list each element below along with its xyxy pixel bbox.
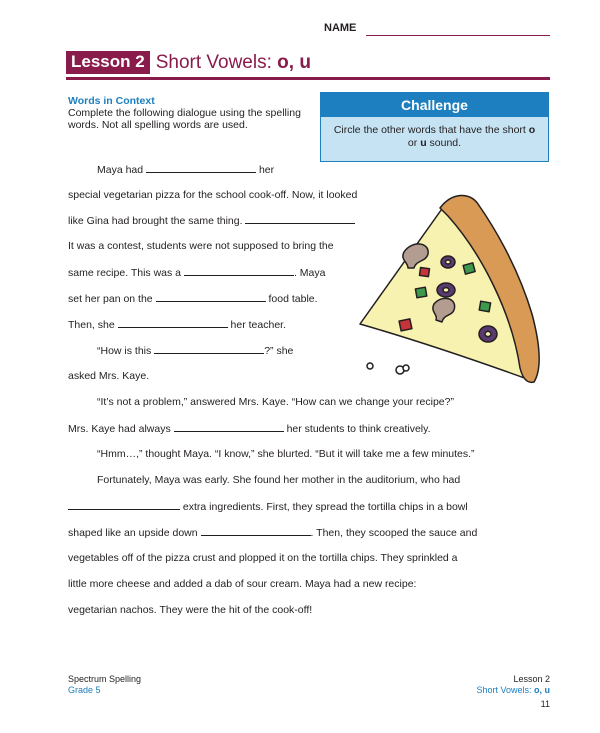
footer-grade: Grade 5 [68, 685, 101, 695]
story-text: shaped like an upside down [68, 527, 198, 539]
story-line-16: vegetables off of the pizza crust and plopped it on the tortilla chips. They sprinkled a [68, 552, 458, 564]
story-line-4: It was a contest, students were not supposed to bring the [68, 240, 334, 252]
story-text: “How is this [97, 345, 152, 357]
challenge-letter-o: o [528, 124, 536, 136]
story-line-5 [68, 266, 325, 280]
answer-blank[interactable] [156, 292, 266, 302]
green-pepper-icon [415, 287, 426, 298]
story-line-15 [68, 526, 477, 540]
story-line-9: asked Mrs. Kaye. [68, 370, 150, 382]
story-line-7 [68, 318, 286, 332]
story-text: ?” she [264, 345, 294, 357]
challenge-text-part2: sound. [426, 137, 462, 149]
lesson-badge: Lesson 2 [66, 51, 150, 74]
story-text: . Maya [293, 267, 326, 279]
story-line-11 [68, 422, 431, 436]
name-line [366, 35, 550, 36]
challenge-text-or: or [407, 137, 421, 149]
story-line-17: little more cheese and added a dab of sour cream. Maya had a new recipe: [68, 578, 417, 590]
red-pepper-icon [399, 319, 412, 331]
challenge-letter-u: u [420, 137, 427, 149]
green-pepper-icon [463, 263, 475, 274]
crumb-icon [403, 365, 409, 371]
footer-lesson-title-prefix: Short Vowels: [476, 685, 534, 695]
story-line-13: Fortunately, Maya was early. She found her mother in the auditorium, who had [97, 474, 461, 486]
page-number: 11 [540, 699, 550, 709]
story-text: her [258, 164, 275, 176]
story-text: food table. [268, 293, 318, 305]
story-text: like Gina had brought the same thing. [68, 215, 243, 227]
crumb-icon [367, 363, 373, 369]
story-line-8 [97, 344, 293, 358]
footer-lesson-title [400, 685, 550, 696]
answer-blank[interactable] [146, 163, 256, 173]
answer-blank[interactable] [68, 500, 180, 510]
challenge-box [320, 92, 549, 162]
story-line-2: special vegetarian pizza for the school cook-off. Now, it looked [68, 189, 358, 201]
green-pepper-icon [479, 301, 490, 312]
story-line-6 [68, 292, 318, 306]
story-text: extra ingredients. First, they spread the tortilla chips in a bowl [182, 501, 468, 513]
story-line-18: vegetarian nachos. They were the hit of the cook-off! [68, 604, 313, 616]
red-pepper-icon [419, 267, 429, 276]
footer-lesson: Lesson 2 [513, 674, 550, 684]
footer-right [400, 674, 550, 696]
story-text: Maya had [97, 164, 144, 176]
story-line-14 [68, 500, 468, 514]
pizza-slice-illustration [352, 184, 562, 384]
name-label: NAME [324, 22, 357, 34]
lesson-title-prefix: Short Vowels: [155, 51, 278, 73]
story-text: Mrs. Kaye had always [68, 423, 171, 435]
story-line-1 [97, 163, 274, 177]
words-in-context-instructions: Complete the following dialogue using the spelling words. Not all spelling words are used. [68, 107, 301, 131]
story-line-3 [68, 214, 355, 228]
story-line-10: “It’s not a problem,” answered Mrs. Kaye. “How can we change your recipe?” [97, 396, 454, 408]
footer-left [68, 674, 141, 696]
challenge-text [321, 117, 548, 150]
footer-lesson-title-vowels: o, u [534, 685, 550, 695]
answer-blank[interactable] [154, 344, 264, 354]
header-rule [66, 77, 550, 80]
lesson-header [66, 51, 311, 74]
answer-blank[interactable] [245, 214, 355, 224]
answer-blank[interactable] [184, 266, 294, 276]
lesson-title [156, 52, 311, 74]
footer-publisher: Spectrum Spelling [68, 674, 142, 684]
answer-blank[interactable] [201, 526, 311, 536]
story-text: her teacher. [230, 319, 286, 331]
challenge-text-part1: Circle the other words that have the short [333, 124, 529, 136]
words-in-context-title: Words in Context [68, 95, 155, 107]
lesson-title-vowels: o, u [277, 51, 311, 73]
story-text: her students to think creatively. [286, 423, 431, 435]
challenge-title: Challenge [321, 93, 548, 117]
story-line-12: “Hmm…,” thought Maya. “I know,” she blurted. “But it will take me a few minutes.” [97, 448, 475, 460]
story-text: Then, she [68, 319, 115, 331]
story-text: set her pan on the [68, 293, 153, 305]
story-text: . Then, they scooped the sauce and [310, 527, 478, 539]
answer-blank[interactable] [174, 422, 284, 432]
answer-blank[interactable] [118, 318, 228, 328]
story-text: same recipe. This was a [68, 267, 182, 279]
